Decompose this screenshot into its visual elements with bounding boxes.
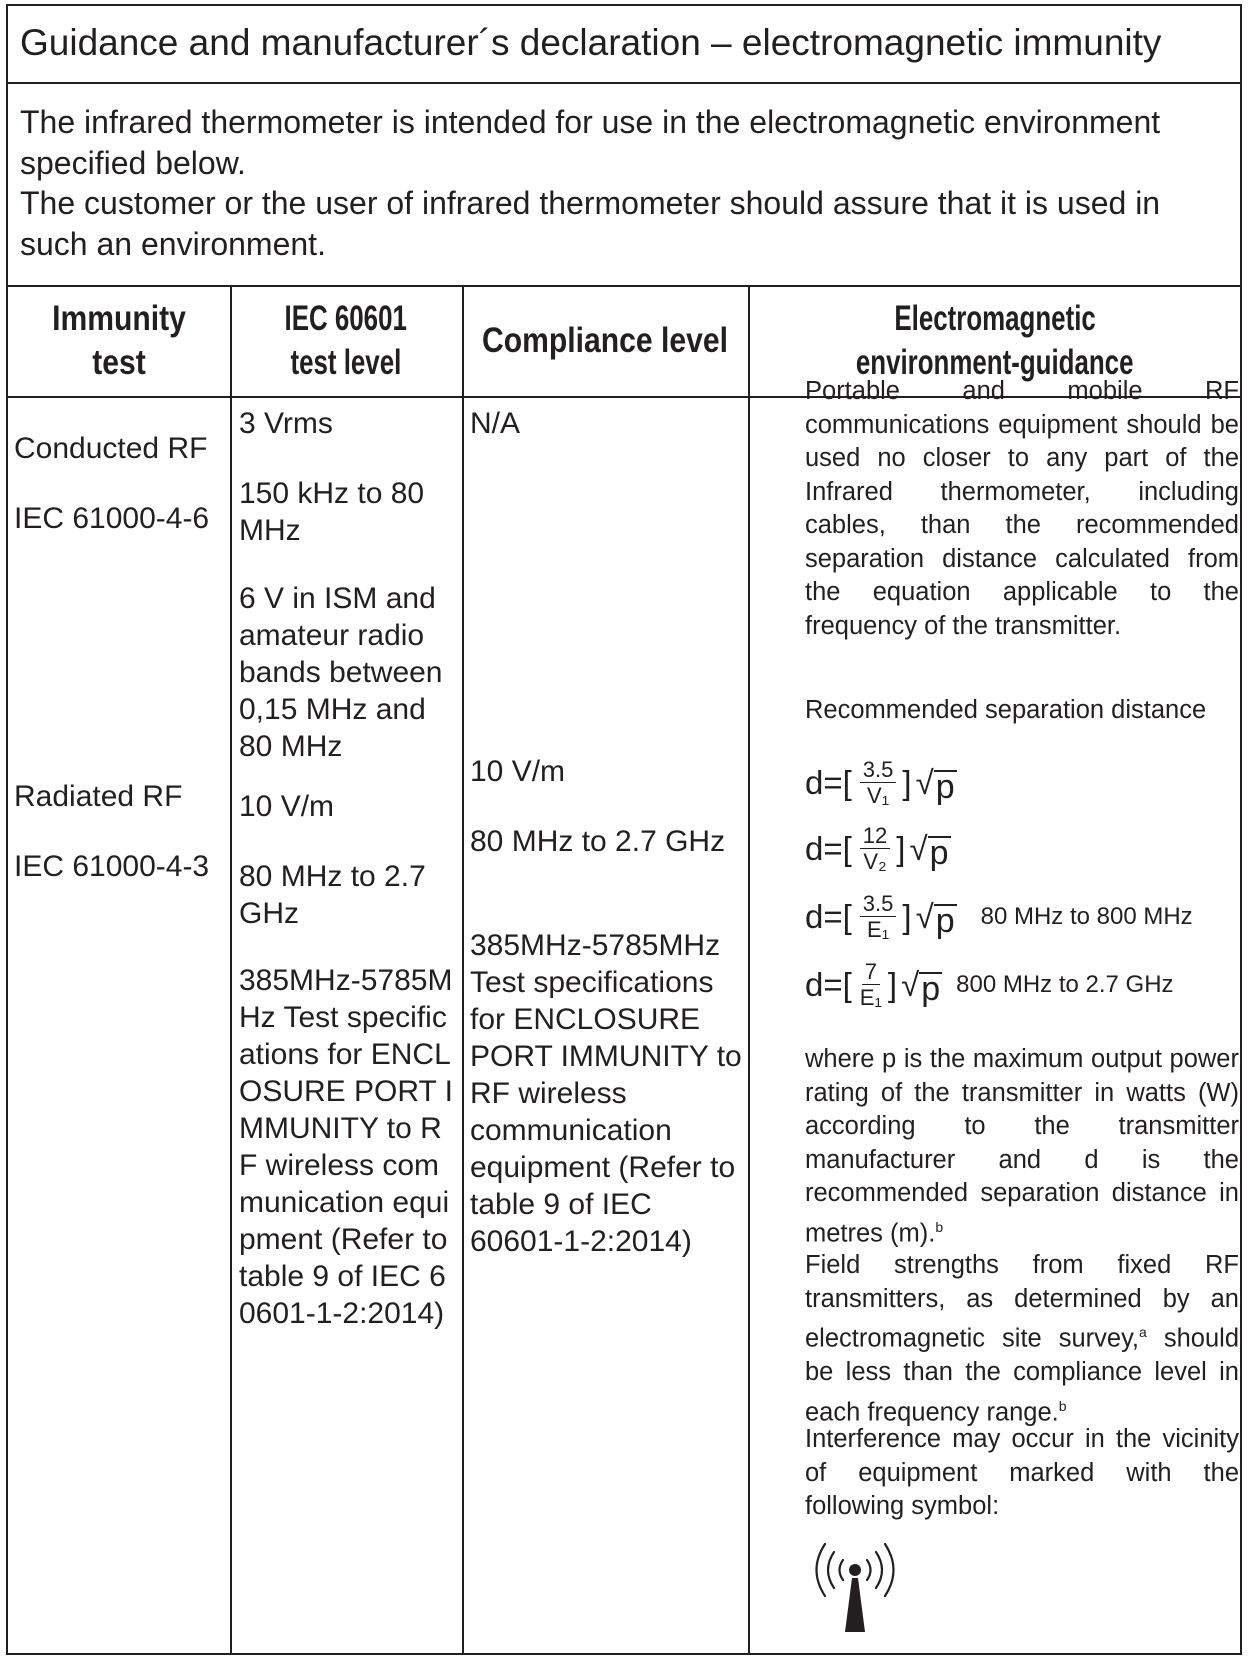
intro-row [8, 84, 1240, 287]
title-row [8, 6, 1240, 84]
formula-3-frequency: 80 MHz to 800 MHz [980, 903, 1193, 930]
radiated-rf-label: Radiated RF [14, 780, 183, 813]
guidance-paragraph-2: where p is the maximum output power rating of the transmitter in watts (W) according to the transmitter manufacturer and d is the recommended separation distance in metres (m).$^b$ [805, 1045, 1239, 1247]
formula-1: d=[ $\frac{3.5}{\text{V₁}}$ ] √ p [805, 757, 955, 808]
non-ionizing-radiation-icon [803, 1538, 907, 1634]
iec-conducted-range: 150 kHz to 80 MHz [239, 477, 425, 547]
column-divider-2 [462, 287, 464, 1653]
compliance-radiated-range: 80 MHz to 2.7 GHz [470, 825, 726, 858]
conducted-rf-label: Conducted RF [14, 432, 208, 465]
header-immunity-test: Immunity test [52, 299, 186, 382]
column-divider-3 [748, 287, 750, 1653]
formula-2: d=[ $\frac{12}{\text{V₂}}$ ] √ p [805, 823, 949, 874]
formula-3: d=[ $\frac{3.5}{\text{E₁}}$ ] √ p 80 MHz to 800 MHz [805, 891, 1193, 942]
compliance-enclosure-spec: 385MHz-5785MHz Test specifications for ENCLOSURE PORT IMMUNITY to RF wireless communication equipment (Refer to table 9 of IEC 60601-1-2:2014) [470, 929, 742, 1258]
radiated-rf-standard: IEC 61000-4-3 [14, 850, 210, 883]
guidance-paragraph-3: Field strengths from fixed RF transmitters, as determined by an electromagnetic site survey,$^a$ should be less than the compliance level in each frequency range.$^b$ [805, 1251, 1240, 1426]
table-title: Guidance and manufacturer´s declaration – electromagnetic immunity [20, 22, 1162, 63]
column-divider-1 [230, 287, 232, 1653]
header-iec-test-level: IEC 60601 test level [284, 299, 408, 382]
compliance-conducted: N/A [470, 407, 521, 440]
intro-paragraph-1: The infrared thermometer is intended for use in the electromagnetic environment specified below. [20, 104, 1161, 181]
guidance-paragraph-4: Interference may occur in the vicinity of equipment marked with the following symbol: [805, 1425, 1239, 1520]
iec-radiated-level: 10 V/m [239, 790, 335, 823]
compliance-radiated-level: 10 V/m [470, 755, 566, 788]
conducted-rf-standard: IEC 61000-4-6 [14, 502, 210, 535]
iec-conducted-level: 3 Vrms [239, 407, 333, 440]
header-guidance: Electromagnetic environment-guidance [856, 299, 1134, 382]
emc-immunity-table [6, 4, 1242, 1655]
recommended-distance-label: Recommended separation distance [805, 696, 1207, 724]
formula-4-frequency: 800 MHz to 2.7 GHz [956, 971, 1174, 998]
iec-ism-bands: 6 V in ISM and amateur radio bands between 0,15 MHz and 80 MHz [239, 582, 443, 763]
iec-radiated-range: 80 MHz to 2.7 GHz [239, 860, 426, 930]
guidance-paragraph-1: Portable and mobile RF communications equipment should be used no closer to any part of the Infrared thermometer, including cables, than the recommended separation distance calculated from the equation applicable to the frequency of the transmitter. [805, 377, 1239, 640]
intro-paragraph-2: The customer or the user of infrared thermometer should assure that it is used in such an environment. [20, 185, 1161, 262]
iec-enclosure-spec: 385MHz-5785MHz Test specifications for ENCLOSURE PORT IMMUNITY to RF wireless communication equipment (Refer to table 9 of IEC 60601-1-2:2014) [239, 964, 453, 1330]
formula-4: d=[ $\frac{7}{\text{E₁}}$ ] √ p 800 MHz to 2.7 GHz [805, 959, 1174, 1010]
header-compliance-level: Compliance level [482, 321, 728, 360]
